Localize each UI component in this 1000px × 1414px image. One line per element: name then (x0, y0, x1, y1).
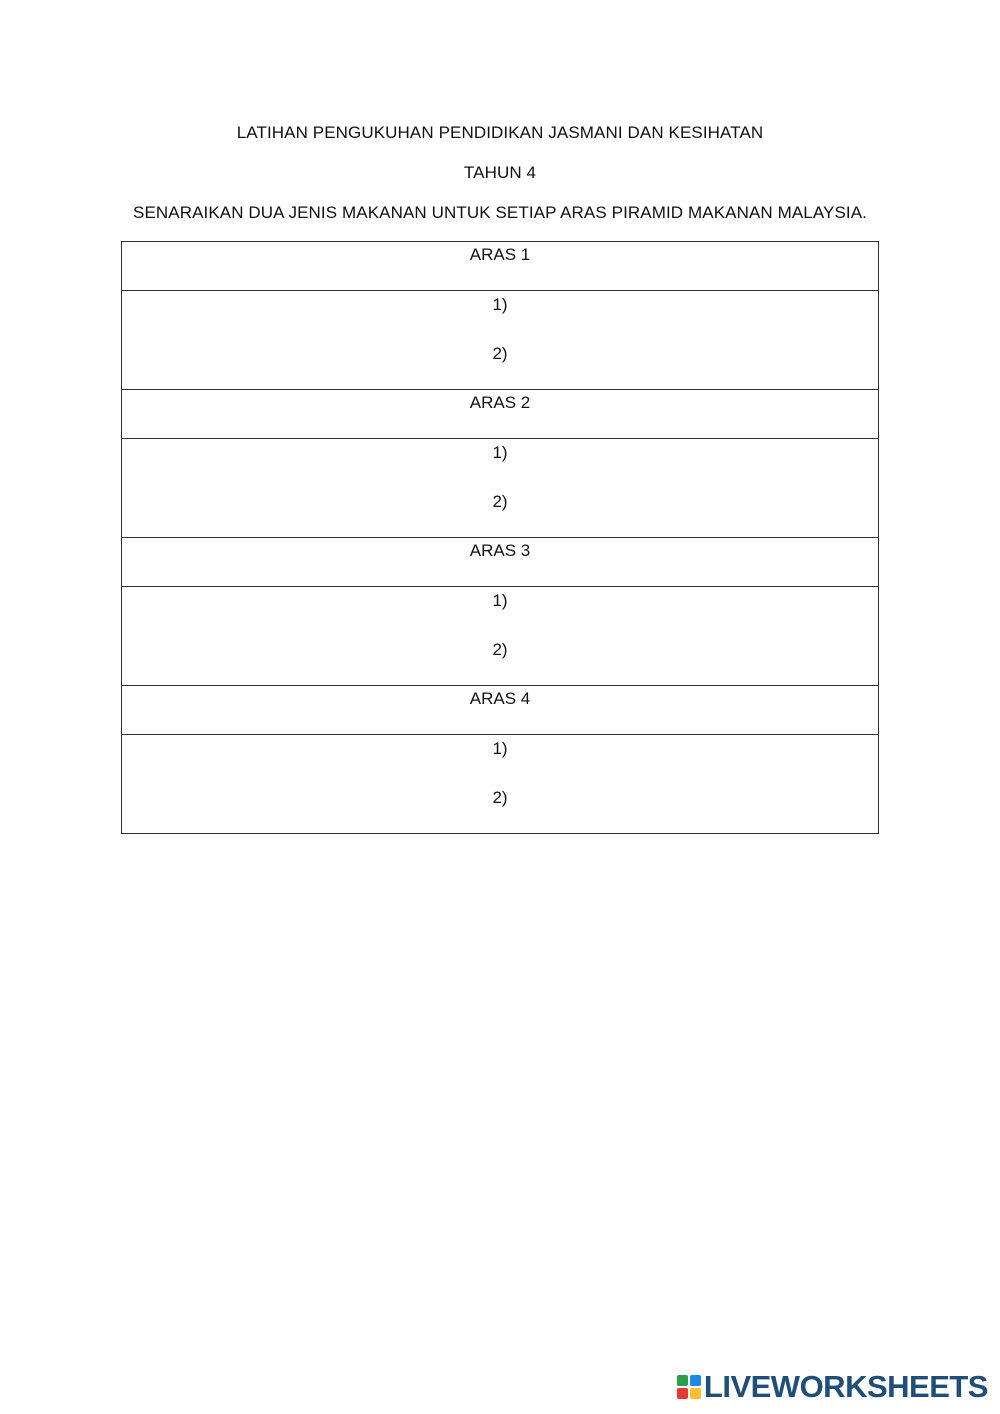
answer-line: 2) (492, 492, 508, 511)
answer-cell[interactable] (122, 587, 879, 686)
level-label: ARAS 2 (122, 390, 879, 439)
answer-cell[interactable] (122, 439, 879, 538)
level-row (122, 686, 879, 735)
level-label: ARAS 4 (122, 686, 879, 735)
level-row (122, 538, 879, 587)
answer-line: 2) (492, 640, 508, 659)
answer-cell[interactable] (122, 735, 879, 834)
food-pyramid-table (121, 241, 879, 834)
answer-row (122, 587, 879, 686)
answer-line: 1) (492, 443, 508, 462)
level-label: ARAS 3 (122, 538, 879, 587)
logo-wordmark: LIVEWORKSHEETS (703, 1369, 988, 1404)
answer-line: 1) (492, 739, 508, 758)
worksheet-title: LATIHAN PENGUKUHAN PENDIDIKAN JASMANI DAN KESIHATAN (236, 123, 764, 142)
level-row (122, 390, 879, 439)
answer-cell[interactable] (122, 291, 879, 390)
answer-row (122, 439, 879, 538)
answer-row (122, 735, 879, 834)
answer-line: 2) (492, 344, 508, 363)
answer-line: 1) (492, 591, 508, 610)
level-row (122, 242, 879, 291)
worksheet-instruction: SENARAIKAN DUA JENIS MAKANAN UNTUK SETIAP ARAS PIRAMID MAKANAN MALAYSIA. (133, 203, 867, 222)
worksheet-subtitle: TAHUN 4 (463, 163, 537, 182)
answer-row (122, 291, 879, 390)
liveworksheets-logo (677, 1370, 988, 1404)
answer-line: 1) (492, 295, 508, 314)
level-label: ARAS 1 (122, 242, 879, 291)
liveworksheets-logo-icon (677, 1375, 701, 1399)
answer-line: 2) (492, 788, 508, 807)
